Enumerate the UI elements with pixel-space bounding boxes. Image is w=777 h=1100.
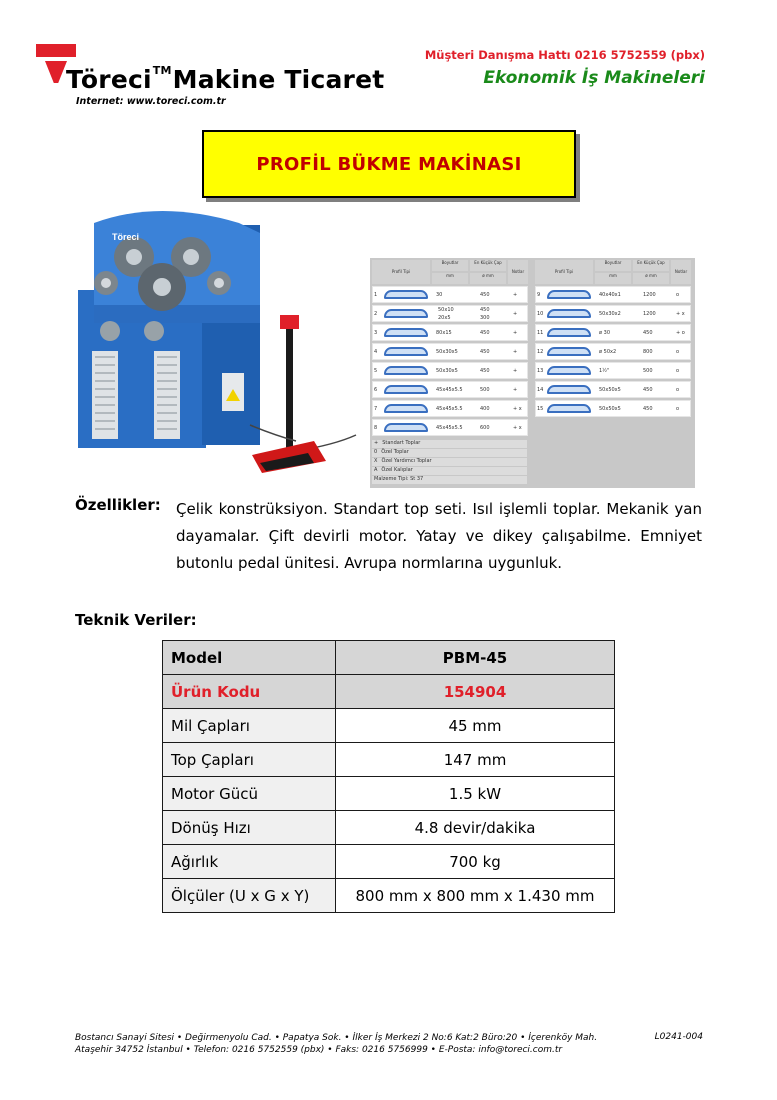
tech-table [162, 640, 615, 913]
profile-size: 50x10 [438, 307, 454, 313]
profile-shape-icon [384, 366, 428, 375]
profile-diameter: 450 [643, 330, 653, 336]
profile-shape-icon [547, 347, 591, 356]
row-number: 1 [374, 292, 378, 298]
legend-text: Özel Yardımcı Toplar [381, 458, 432, 464]
profile-note: + x [513, 406, 522, 412]
profile-shape-icon [384, 385, 428, 394]
profile-note: o [676, 387, 680, 393]
profile-diameter: 1200 [643, 292, 656, 298]
row-number: 10 [537, 311, 544, 317]
col-header-unit: ø mm [633, 273, 669, 284]
col-header-unit: ø mm [470, 273, 506, 284]
footer-line: Bostancı Sanayi Sitesi • Değirmenyolu Cad. • Papatya Sok. • İlker İş Merkezi 2 No:6 Kat:2 Büro:20 • İçerenköy Mah. [75, 1033, 598, 1043]
profile-shape-icon [384, 309, 428, 318]
profile-diameter: 600 [480, 425, 490, 431]
spec-key: Ölçüler (U x G x Y) [163, 879, 336, 913]
profile-diameter: 300 [480, 315, 490, 321]
legend-text: Standart Toplar [382, 440, 421, 446]
profile-diameter: 500 [480, 387, 490, 393]
row-number: 7 [374, 406, 378, 412]
profile-diameter: 800 [643, 349, 653, 355]
profile-size: 20x5 [438, 315, 451, 321]
profile-diameter: 450 [480, 368, 490, 374]
spec-value: 700 kg [336, 845, 615, 879]
spec-value: 45 mm [336, 709, 615, 743]
profile-size: ø 50x2 [599, 349, 617, 355]
profile-note: + x [513, 425, 522, 431]
profile-size: 30 [436, 292, 443, 298]
profile-note: + o [676, 330, 685, 336]
features-text: Çelik konstrüksiyon. Standart top seti. Isıl işlemli toplar. Mekanik yan dayamalar. Çift devirli motor. Yatay ve dikey çalışabilme. Emniyet butonlu pedal ünitesi. Avrupa normlarına uygunluk. [176, 500, 702, 572]
profile-shape-icon [547, 385, 591, 394]
spec-key: Ağırlık [163, 845, 336, 879]
customer-hotline: Müşteri Danışma Hattı 0216 5752559 (pbx) [424, 48, 705, 62]
profile-diameter: 450 [643, 387, 653, 393]
material-type: Malzeme Tipi: St 37 [372, 476, 527, 484]
profile-size: 45x45x5.5 [436, 406, 463, 412]
spec-key: Model [163, 641, 336, 675]
profile-note: o [676, 406, 680, 412]
profile-diameter: 450 [643, 406, 653, 412]
website-url: Internet: www.toreci.com.tr [76, 96, 226, 107]
profile-size: ø 30 [599, 330, 611, 336]
legend-symbol: 0 [374, 449, 378, 455]
profile-note: + [513, 349, 518, 355]
col-header-notes: Notlar [671, 260, 691, 284]
tech-title: Teknik Veriler: [75, 611, 197, 629]
spec-value: 1.5 kW [336, 777, 615, 811]
footer-address [75, 1032, 597, 1056]
legend-symbol: + [374, 440, 379, 446]
svg-text:Töreci: Töreci [112, 232, 140, 242]
col-header-unit: mm [432, 273, 468, 284]
profile-size: 50x30x2 [599, 311, 621, 317]
footer-line: Ataşehir 34752 İstanbul • Telefon: 0216 5752559 (pbx) • Faks: 0216 5756999 • E-Posta: info@toreci.com.tr [75, 1045, 563, 1055]
row-number: 2 [374, 311, 378, 317]
row-number: 6 [374, 387, 378, 393]
legend-item [372, 467, 527, 475]
profile-note: o [676, 349, 680, 355]
row-number: 9 [537, 292, 541, 298]
row-number: 14 [537, 387, 544, 393]
col-header-min-diameter: En Küçük Çap [633, 260, 669, 271]
table-row [163, 777, 615, 811]
profile-size: 40x40x1 [599, 292, 621, 298]
profile-note: + [513, 368, 518, 374]
col-header-notes: Notlar [508, 260, 528, 284]
row-number: 11 [537, 330, 544, 336]
spec-key: Dönüş Hızı [163, 811, 336, 845]
profile-note: + x [676, 311, 685, 317]
profile-shape-icon [547, 404, 591, 413]
profile-shape-icon [384, 347, 428, 356]
document-code: L0241-004 [654, 1032, 703, 1042]
legend-item [372, 440, 527, 448]
profile-diameter: 1200 [643, 311, 656, 317]
profile-note: + [513, 292, 518, 298]
col-header-min-diameter: En Küçük Çap [470, 260, 506, 271]
col-header-profile: Profil Tipi [535, 260, 593, 284]
profile-shape-icon [547, 366, 591, 375]
brand-name: Töreci™Makine Ticaret [66, 64, 385, 94]
profile-size: 45x45x5.5 [436, 425, 463, 431]
table-row [163, 811, 615, 845]
legend-text: Özel Toplar [381, 449, 409, 455]
page-title: PROFİL BÜKME MAKİNASI [256, 153, 522, 175]
table-row [163, 743, 615, 777]
row-number: 12 [537, 349, 544, 355]
col-header-dimensions: Boyutlar [595, 260, 631, 271]
profile-shape-icon [547, 290, 591, 299]
profile-shape-icon [384, 423, 428, 432]
profile-shape-icon [384, 404, 428, 413]
col-header-profile: Profil Tipi [372, 260, 430, 284]
features-label: Özellikler: [75, 496, 161, 514]
spec-value: 154904 [336, 675, 615, 709]
profile-diameter: 450 [480, 349, 490, 355]
spec-value: 800 mm x 800 mm x 1.430 mm [336, 879, 615, 913]
table-row [163, 845, 615, 879]
profile-shape-icon [547, 309, 591, 318]
spec-key: Mil Çapları [163, 709, 336, 743]
spec-value: 147 mm [336, 743, 615, 777]
spec-key: Motor Gücü [163, 777, 336, 811]
profile-diameter: 450 [480, 330, 490, 336]
legend-item [372, 449, 527, 457]
profile-diameter: 450 [480, 307, 490, 313]
profile-shape-icon [384, 290, 428, 299]
row-number: 15 [537, 406, 544, 412]
page-title-box [202, 130, 576, 198]
row-number: 3 [374, 330, 378, 336]
profile-note: o [676, 292, 680, 298]
table-row [163, 709, 615, 743]
profile-size: 1½" [599, 368, 610, 374]
spec-key: Top Çapları [163, 743, 336, 777]
profile-diameter: 400 [480, 406, 490, 412]
profile-note: + [513, 330, 518, 336]
row-number: 4 [374, 349, 378, 355]
machine-image [64, 205, 366, 477]
profile-diameter: 500 [643, 368, 653, 374]
profile-size: 50x30x5 [436, 368, 458, 374]
profile-size: 50x50x5 [599, 387, 621, 393]
slogan: Ekonomik İş Makineleri [483, 68, 705, 88]
profile-size: 50x30x5 [436, 349, 458, 355]
profile-table [370, 258, 695, 488]
row-number: 13 [537, 368, 544, 374]
row-number: 5 [374, 368, 378, 374]
col-header-unit: mm [595, 273, 631, 284]
profile-size: 50x50x5 [599, 406, 621, 412]
profile-size: 45x45x5.5 [436, 387, 463, 393]
legend-symbol: A [374, 467, 378, 473]
legend-text: Özel Kalıplar [381, 467, 413, 473]
profile-note: + [513, 311, 518, 317]
legend-item [372, 458, 527, 466]
col-header-dimensions: Boyutlar [432, 260, 468, 271]
table-row [163, 879, 615, 913]
profile-note: + [513, 387, 518, 393]
profile-size: 80x15 [436, 330, 452, 336]
table-row [163, 675, 615, 709]
profile-shape-icon [547, 328, 591, 337]
profile-note: o [676, 368, 680, 374]
spec-key: Ürün Kodu [163, 675, 336, 709]
legend-symbol: X [374, 458, 378, 464]
profile-diameter: 450 [480, 292, 490, 298]
profile-shape-icon [384, 328, 428, 337]
spec-value: 4.8 devir/dakika [336, 811, 615, 845]
spec-value: PBM-45 [336, 641, 615, 675]
table-row [163, 641, 615, 675]
row-number: 8 [374, 425, 378, 431]
